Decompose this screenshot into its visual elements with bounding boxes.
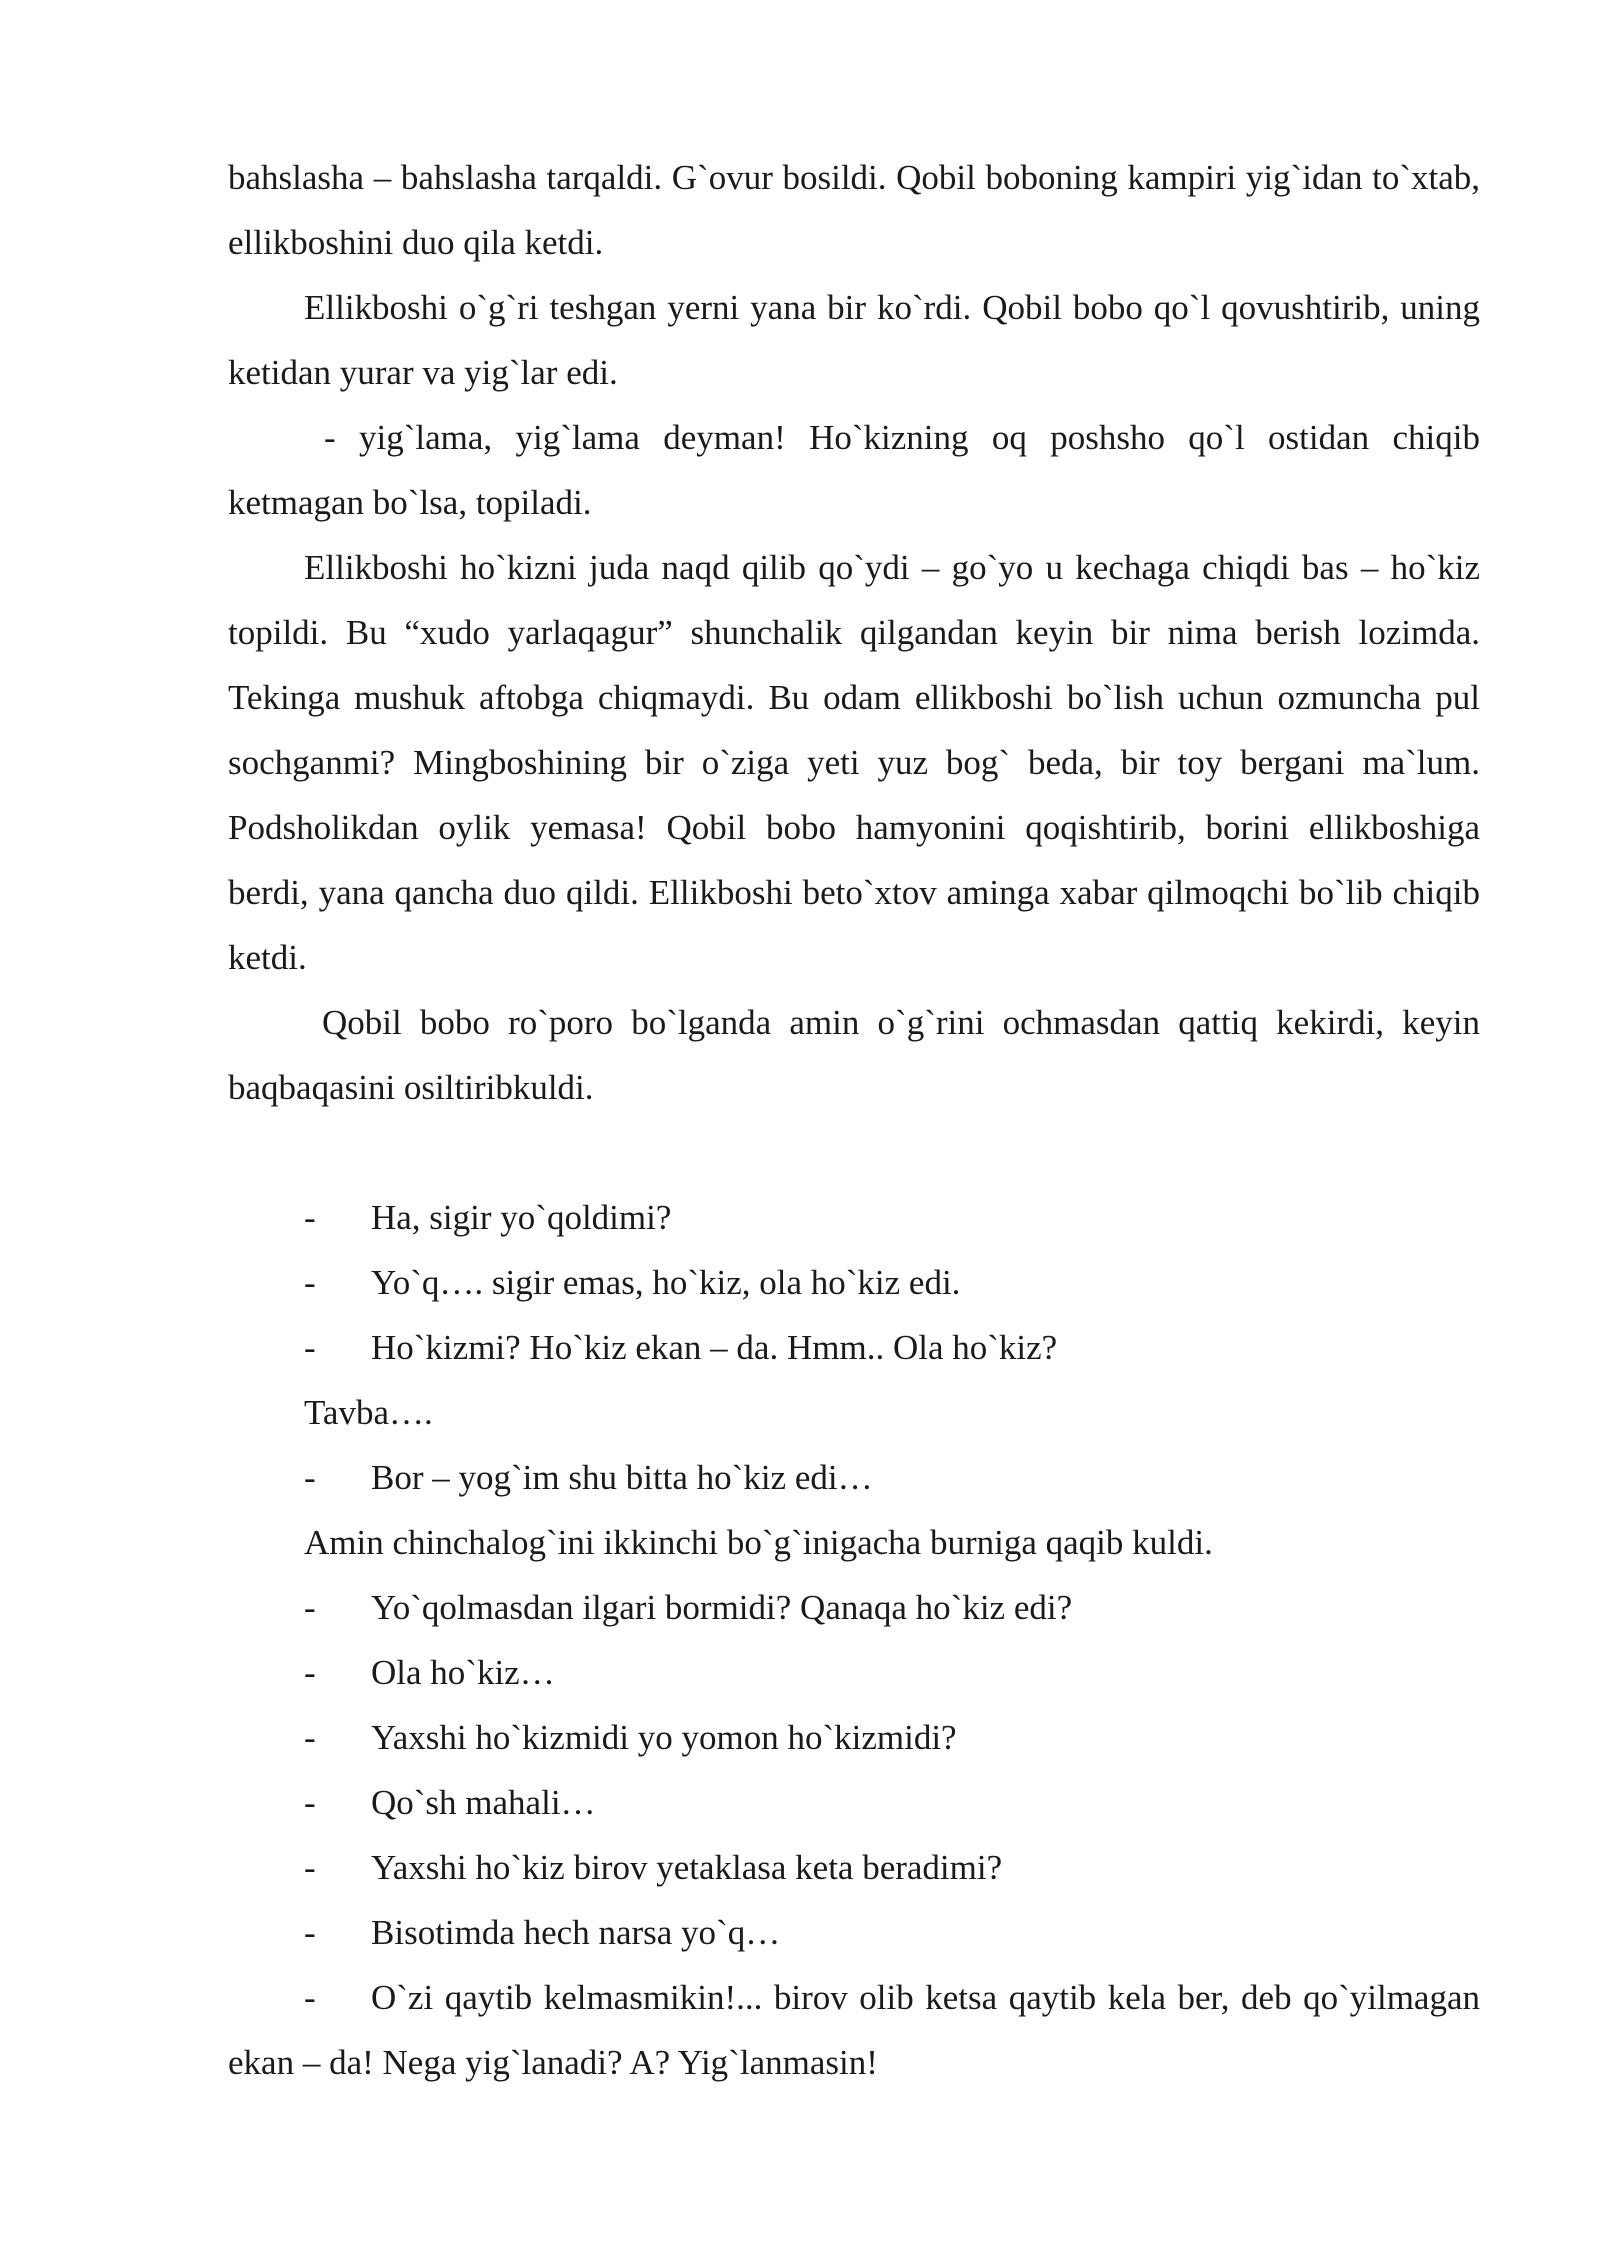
dialogue-line xyxy=(228,1900,1480,1965)
paragraph-5: Qobil bobo ro`poro bo`lganda amin o`g`rini ochmasdan qattiq kekirdi, keyin baqbaqasini osiltiribkuldi. xyxy=(228,1003,1480,1107)
dialogue-line xyxy=(228,1965,1480,2095)
dialogue-text: Yaxshi ho`kiz birov yetaklasa keta beradimi? xyxy=(371,1848,1003,1887)
dialogue-line xyxy=(228,1185,1480,1250)
dash-marker: - xyxy=(304,1913,316,1952)
dialogue-line xyxy=(228,1575,1480,1640)
dialogue-text: Yaxshi ho`kizmidi yo yomon ho`kizmidi? xyxy=(371,1718,957,1757)
paragraph-1: bahslasha – bahslasha tarqaldi. G`ovur bosildi. Qobil boboning kampiri yig`idan to`xtab, ellikboshini duo qila ketdi. xyxy=(228,158,1480,262)
dash-marker: - xyxy=(304,1263,316,1302)
dialogue-line xyxy=(228,1835,1480,1900)
dialogue-line xyxy=(228,1445,1480,1510)
narration-line: Amin chinchalog`ini ikkinchi bo`g`inigacha burniga qaqib kuldi. xyxy=(304,1523,1213,1562)
dash-marker: - xyxy=(304,1458,316,1497)
dash-marker: - xyxy=(304,1198,316,1237)
dash-marker: - xyxy=(304,1718,316,1757)
dialogue-text: Qo`sh mahali… xyxy=(371,1783,596,1822)
dialogue-line xyxy=(228,1770,1480,1835)
dialogue-text: Ho`kizmi? Ho`kiz ekan – da. Hmm.. Ola ho`kiz? xyxy=(371,1328,1058,1367)
narration-line: Tavba…. xyxy=(304,1393,433,1432)
blank-line xyxy=(228,1120,1480,1185)
dialogue-text: Ola ho`kiz… xyxy=(371,1653,555,1692)
dialogue-text: Yo`q…. sigir emas, ho`kiz, ola ho`kiz edi. xyxy=(371,1263,961,1302)
dash-marker: - xyxy=(304,1978,316,2017)
document-page xyxy=(228,145,1480,2095)
paragraph-4: Ellikboshi ho`kizni juda naqd qilib qo`ydi – go`yo u kechaga chiqdi bas – ho`kiz topildi. Bu “xudo yarlaqagur” shunchalik qilgandan keyin bir nima berish lozimda. Tekinga mushuk aftobga chiqmaydi. Bu odam ellikboshi bo`lish uchun ozmuncha pul sochganmi? Mingboshining bir o`ziga yeti yuz bog` beda, bir toy bergani ma`lum. Podsholikdan oylik yemasa! Qobil bobo hamyonini qoqishtirib, borini ellikboshiga berdi, yana qancha duo qildi. Ellikboshi beto`xtov aminga xabar qilmoqchi bo`lib chiqib ketdi. xyxy=(228,548,1480,977)
dialogue-line xyxy=(228,1705,1480,1770)
paragraph-2: Ellikboshi o`g`ri teshgan yerni yana bir ko`rdi. Qobil bobo qo`l qovushtirib, uning ketidan yurar va yig`lar edi. xyxy=(228,288,1480,392)
dialogue-line xyxy=(228,1250,1480,1315)
dash-marker: - xyxy=(304,1328,316,1367)
dash-marker: - xyxy=(304,1588,316,1627)
dialogue-text: O`zi qaytib kelmasmikin!... birov olib ketsa qaytib kela ber, deb qo`yilmagan ekan – da! Nega yig`lanadi? A? Yig`lanmasin! xyxy=(228,1978,1480,2082)
dash-marker: - xyxy=(304,1783,316,1822)
dialogue-text: Bisotimda hech narsa yo`q… xyxy=(371,1913,781,1952)
paragraph-3: - yig`lama, yig`lama deyman! Ho`kizning oq poshsho qo`l ostidan chiqib ketmagan bo`lsa, topiladi. xyxy=(228,418,1480,522)
dialogue-text: Bor – yog`im shu bitta ho`kiz edi… xyxy=(371,1458,873,1497)
dialogue-line xyxy=(228,1315,1480,1380)
dialogue-line xyxy=(228,1640,1480,1705)
dialogue-text: Yo`qolmasdan ilgari bormidi? Qanaqa ho`kiz edi? xyxy=(371,1588,1073,1627)
dash-marker: - xyxy=(304,1848,316,1887)
dash-marker: - xyxy=(304,1653,316,1692)
dialogue-text: Ha, sigir yo`qoldimi? xyxy=(371,1198,672,1237)
